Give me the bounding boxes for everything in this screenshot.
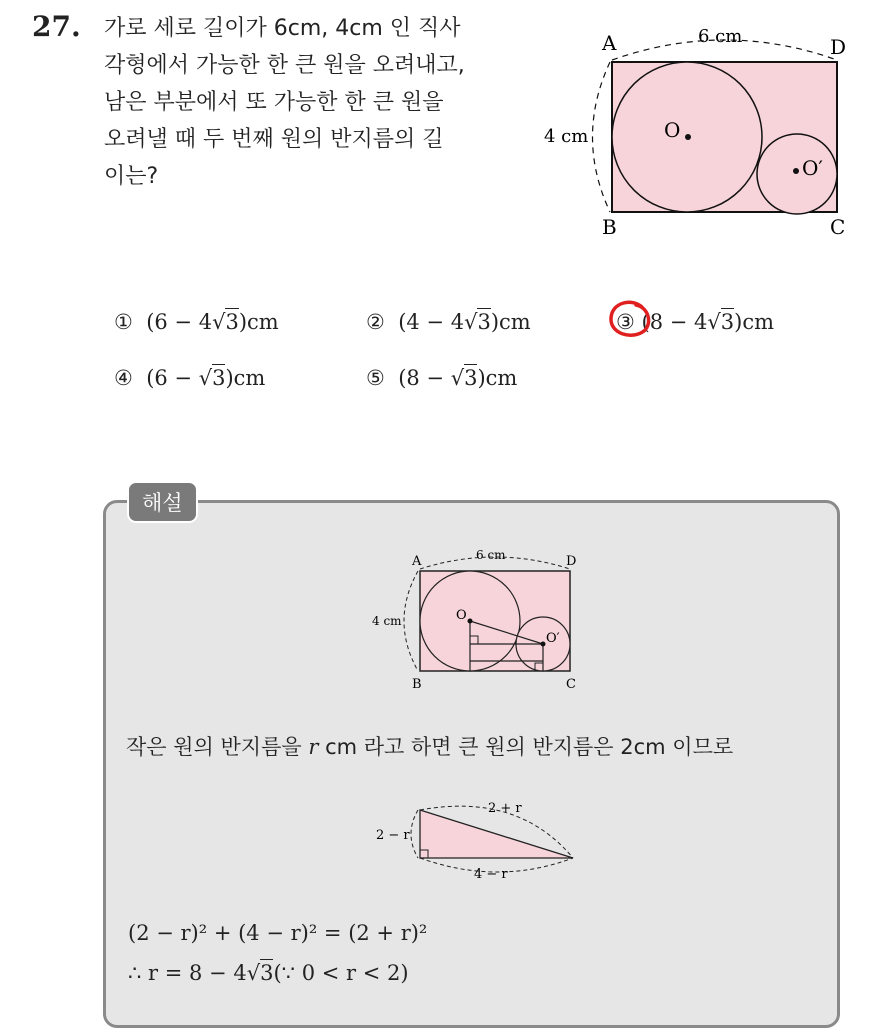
question-line: 각형에서 가능한 한 큰 원을 오려내고, xyxy=(104,53,465,78)
label-D: D xyxy=(830,35,847,59)
question-line: 오려낼 때 두 번째 원의 반지름의 길 xyxy=(104,127,444,152)
svg-text:2 − r: 2 − r xyxy=(376,828,410,843)
label-width: 6 cm xyxy=(698,26,743,47)
sqrt-sign: √ xyxy=(198,366,213,390)
solution-figure-1 xyxy=(368,543,588,693)
answer-mark-circle xyxy=(606,298,656,344)
center-dot-o2 xyxy=(793,168,799,174)
sqrt-sign: √ xyxy=(464,310,478,334)
label-C: C xyxy=(830,215,846,239)
choice-number: ③ xyxy=(616,310,635,334)
equation-1: (2 − r)² + (4 − r)² = (2 + r)² xyxy=(128,921,428,945)
svg-text:B: B xyxy=(412,677,422,692)
choice-1[interactable]: ① (6 − 4√3)cm xyxy=(114,310,279,334)
svg-text:O: O xyxy=(456,608,467,623)
choice-number: ② xyxy=(366,310,385,334)
svg-text:4 cm: 4 cm xyxy=(372,614,402,628)
choice-number: ⑤ xyxy=(366,366,385,390)
height-arc xyxy=(593,62,611,212)
svg-text:6 cm: 6 cm xyxy=(476,548,506,562)
label-height: 4 cm xyxy=(544,126,589,147)
label-O: O xyxy=(664,118,681,142)
svg-text:4 − r: 4 − r xyxy=(474,867,508,882)
sqrt-sign: √ xyxy=(707,310,721,334)
center-dot-o xyxy=(685,134,691,140)
solution-box xyxy=(103,500,840,1028)
question-line: 남은 부분에서 또 가능한 한 큰 원을 xyxy=(104,90,444,115)
question-text xyxy=(104,10,534,195)
sqrt-sign: √ xyxy=(450,366,465,390)
choice-number: ① xyxy=(114,310,133,334)
equation-2: ∴ r = 8 − 4√3(∵ 0 < r < 2) xyxy=(128,961,409,985)
label-A: A xyxy=(602,31,617,55)
choice-3[interactable]: ③ (8 − 4√3)cm xyxy=(616,310,775,334)
question-number: 27. xyxy=(32,10,81,43)
svg-text:O′: O′ xyxy=(546,631,560,646)
svg-text:A: A xyxy=(412,554,422,569)
sqrt-sign: √ xyxy=(212,310,226,334)
choice-number: ④ xyxy=(114,366,133,390)
question-line: 가로 세로 길이가 6cm, 4cm 인 직사 xyxy=(104,16,461,41)
question-figure xyxy=(540,20,870,250)
choice-2[interactable]: ② (4 − 4√3)cm xyxy=(366,310,531,334)
svg-text:D: D xyxy=(566,554,577,569)
small-circle xyxy=(757,134,837,214)
sqrt-sign: √ xyxy=(246,961,261,985)
solution-badge: 해설 xyxy=(127,481,198,523)
svg-text:2 + r: 2 + r xyxy=(488,801,522,816)
svg-text:C: C xyxy=(566,677,576,692)
choice-4[interactable]: ④ (6 − √3)cm xyxy=(114,366,266,390)
solution-figure-2 xyxy=(368,798,588,888)
question-line: 이는? xyxy=(104,164,159,189)
solution-text: 작은 원의 반지름을 r cm 라고 하면 큰 원의 반지름은 2cm 이므로 xyxy=(126,735,734,759)
label-B: B xyxy=(602,215,617,239)
label-O2: O′ xyxy=(802,156,823,180)
choice-5[interactable]: ⑤ (8 − √3)cm xyxy=(366,366,518,390)
